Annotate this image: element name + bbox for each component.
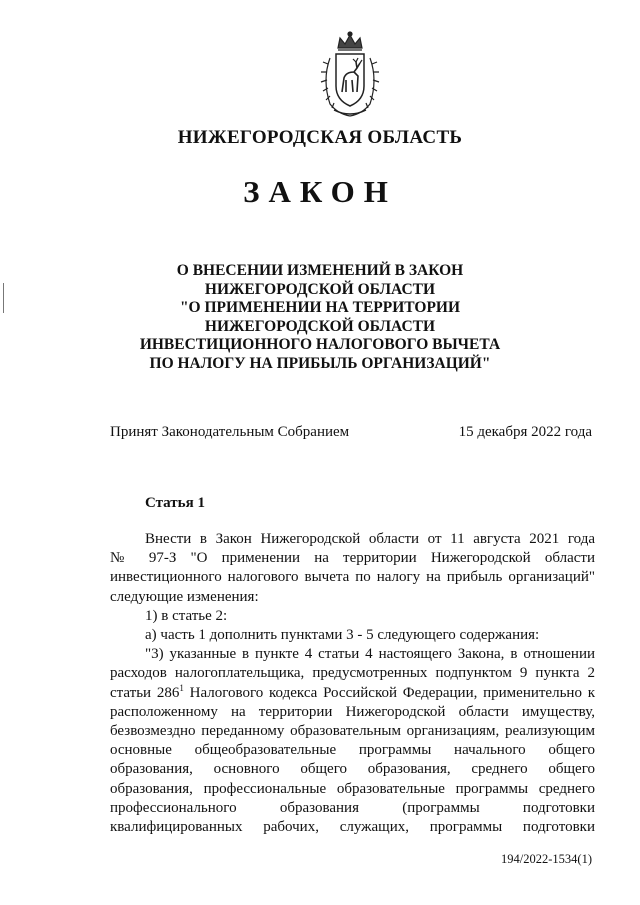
body-line: расположенному на территории Нижегородской области имуществу, xyxy=(110,703,595,720)
body-line: № 97-З "О применении на территории Нижегородской области xyxy=(110,550,595,567)
body-line: инвестиционного налогового вычета по налогу на прибыль организаций" xyxy=(110,569,595,586)
body-line: следующие изменения: xyxy=(110,588,259,605)
law-title-line: "О ПРИМЕНЕНИИ НА ТЕРРИТОРИИ xyxy=(179,299,461,317)
law-title-line: О ВНЕСЕНИИ ИЗМЕНЕНИЙ В ЗАКОН xyxy=(176,262,464,279)
body-line: образования, основного общего образования, среднего общего xyxy=(110,761,595,778)
body-line xyxy=(110,684,595,703)
body-line: безвозмездно переданному образовательным организациям, реализующим xyxy=(110,723,595,740)
superscript-number: 1 xyxy=(179,682,184,693)
law-title xyxy=(0,262,640,374)
body-line: Внести в Закон Нижегородской области от 11 августа 2021 года xyxy=(145,531,595,547)
law-title-line: НИЖЕГОРОДСКОЙ ОБЛАСТИ xyxy=(204,280,436,298)
law-title-line: НИЖЕГОРОДСКОЙ ОБЛАСТИ xyxy=(204,317,436,335)
body-line: расходов налогоплательщика, предусмотренных подпунктом 9 пункта 2 xyxy=(110,665,595,682)
region-heading: НИЖЕГОРОДСКАЯ ОБЛАСТЬ xyxy=(177,127,463,148)
adoption-date: 15 декабря 2022 года xyxy=(458,424,592,440)
body-line: а) часть 1 дополнить пунктами 3 - 5 следующего содержания: xyxy=(145,627,540,644)
body-line: основные общеобразовательные программы начального общего xyxy=(110,742,595,759)
body-text: статьи 286 xyxy=(110,684,180,701)
body-line: "3) указанные в пункте 4 статьи 4 настоящего Закона, в отношении xyxy=(145,646,595,663)
adoption-text: Принят Законодательным Собранием xyxy=(110,424,350,440)
body-line: профессионального образования (программы подготовки xyxy=(110,799,595,816)
coat-of-arms-icon xyxy=(316,30,384,120)
document-number: 194/2022-1534(1) xyxy=(501,852,592,866)
law-title-line: ИНВЕСТИЦИОННОГО НАЛОГОВОГО ВЫЧЕТА xyxy=(139,336,501,354)
body-line: 1) в статье 2: xyxy=(145,607,228,624)
article-body xyxy=(110,530,595,837)
document-type-heading: ЗАКОН xyxy=(243,174,397,209)
body-text: Налогового кодекса Российской Федерации, применительно к xyxy=(183,684,595,701)
law-title-line: ПО НАЛОГУ НА ПРИБЫЛЬ ОРГАНИЗАЦИЙ" xyxy=(149,354,491,372)
article-heading: Статья 1 xyxy=(145,495,205,511)
body-line: квалифицированных рабочих, служащих, программы подготовки xyxy=(110,819,595,836)
body-line: образования, профессиональные образовательные программы среднего xyxy=(110,780,595,797)
